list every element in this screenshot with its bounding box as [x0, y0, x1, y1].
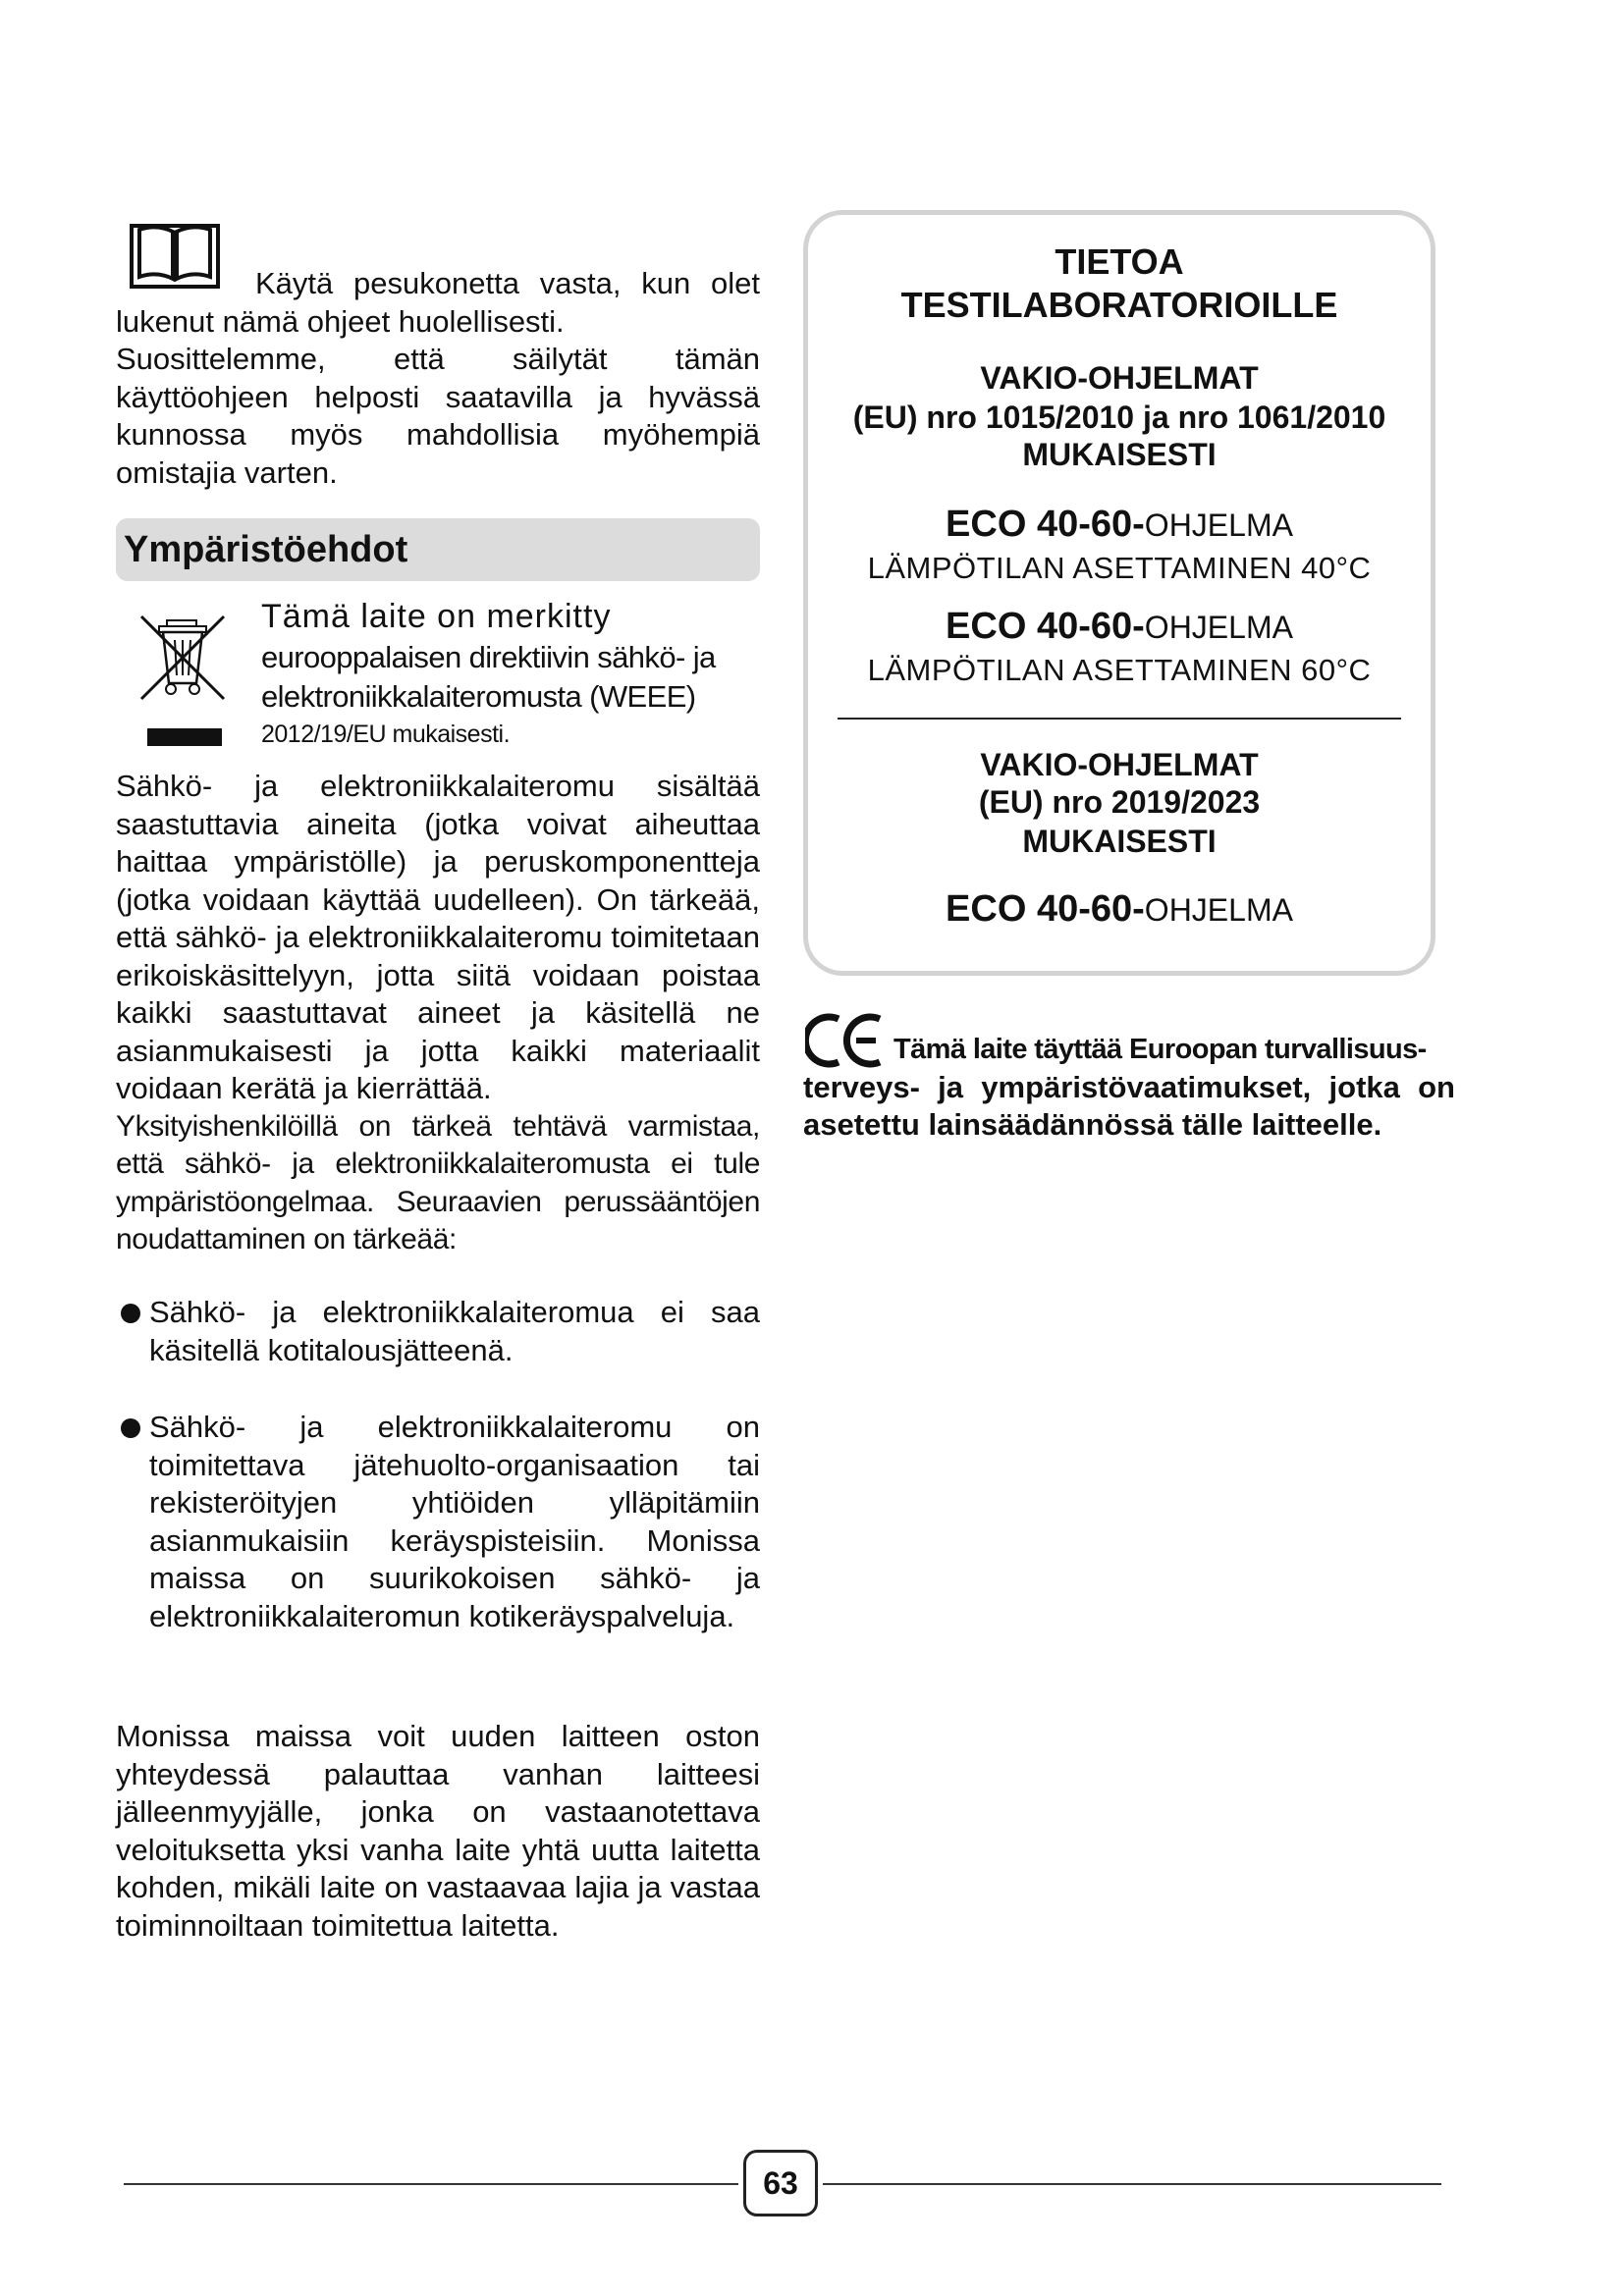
eco-program-3 [808, 886, 1431, 939]
ce-line-1: Tämä laite täyttää Euroopan turvallisuus- [893, 1034, 1427, 1065]
intro-line-2: Suosittelemme, että säilytät tämän käyttöohjeen helposti saatavilla ja hyvässä kunnossa myös mahdollisia myöhempiä omistajia varten. [116, 342, 760, 490]
box-divider [838, 718, 1401, 720]
eco-suffix: OHJELMA [1144, 610, 1293, 645]
ce-line-2: terveys- ja ympäristövaatimukset, jotka on asetettu lainsäädännössä tälle laitteelle. [803, 1069, 1455, 1142]
temp-60: LÄMPÖTILAN ASETTAMINEN 60°C [867, 653, 1372, 687]
standard-1-line-3: MUKAISESTI [1022, 437, 1217, 472]
closing-text: Monissa maissa voit uuden laitteen oston yhteydessä palauttaa vanhan laitteesi jälleenmyyjälle, jonka on vastaanotettava veloituksetta yksi vanha laite yhtä uutta laitetta kohden, mikäli laite on vastaavaa lajia ja vastaa toiminnoiltaan toimitettua laitetta. [116, 1719, 760, 1943]
footer-rule-left [124, 2183, 738, 2185]
weee-line-1: Tämä laite on merkitty [261, 598, 612, 635]
bullet-dot-icon [121, 1304, 140, 1323]
bullet-list [116, 1294, 760, 1675]
weee-notice [261, 595, 760, 752]
paragraph-1: Sähkö- ja elektroniikkalaiteromu sisältää saastuttavia aineita (jotka voivat aiheuttaa haittaa ympäristölle) ja peruskomponentteja (jotka voidaan käyttää uudelleen). On tärkeää, että sähkö- ja elektroniikkalaiteromu toimitetaan erikoiskäsittelyyn, jotta siitä voidaan poistaa kaikki saastuttavat aineet ja käsitellä ne asianmukaisesti ja jotta kaikki materiaalit voidaan kerätä ja kierrättää. [116, 769, 760, 1105]
footer-rule-right [823, 2183, 1441, 2185]
intro-line-1: Käytä pesukonetta vasta, kun olet lukenut nämä ohjeet huolellisesti. [116, 266, 760, 339]
bullet-text: Sähkö- ja elektroniikkalaiteromu on toimitettava jätehuolto-organisaation tai rekisteröityjen yhtiöiden ylläpitämiin asianmukaisiin keräyspisteisiin. Monissa maissa on suurikokoisen sähkö- ja elektroniikkalaiteromun kotikeräyspalveluja. [149, 1410, 760, 1633]
eco-label: ECO 40-60- [946, 888, 1145, 930]
box-title-2: TESTILABORATORIOILLE [900, 285, 1338, 325]
eco-program-1 [808, 502, 1431, 555]
closing-paragraph [116, 1718, 760, 1945]
standard-1-line-2: (EU) nro 1015/2010 ja nro 1061/2010 [852, 400, 1386, 435]
bullet-dot-icon [121, 1418, 140, 1438]
bullet-text: Sähkö- ja elektroniikkalaiteromua ei saa käsitellä kotitalousjätteenä. [149, 1295, 760, 1367]
intro-paragraph [116, 265, 760, 492]
ce-declaration [803, 1031, 1455, 1145]
environment-text [116, 768, 760, 1259]
standard-1-line-1: VAKIO-OHJELMAT [980, 360, 1259, 396]
box-title-1: TIETOA [1055, 241, 1184, 282]
standard-2-line-1: VAKIO-OHJELMAT [980, 747, 1259, 782]
standard-2-line-3: MUKAISESTI [1022, 824, 1217, 859]
eco-label: ECO 40-60- [946, 504, 1145, 545]
weee-line-3: 2012/19/EU mukaisesti. [261, 721, 511, 748]
eco-suffix: OHJELMA [1144, 507, 1293, 543]
paragraph-2: Yksityishenkilöillä on tärkeä tehtävä varmistaa, että sähkö- ja elektroniikkalaiteromusta ei tule ympäristöongelmaa. Seuraavien perussääntöjen noudattaminen on tärkeää: [116, 1109, 760, 1255]
list-item [116, 1294, 760, 1369]
weee-bin-icon [137, 611, 230, 748]
test-lab-info-box [803, 210, 1435, 976]
page-number: 63 [743, 2150, 818, 2216]
temp-40: LÄMPÖTILAN ASETTAMINEN 40°C [867, 551, 1372, 585]
section-title: Ympäristöehdot [116, 518, 760, 581]
standard-2-line-2: (EU) nro 2019/2023 [978, 784, 1261, 820]
list-item [116, 1409, 760, 1635]
eco-label: ECO 40-60- [946, 606, 1145, 647]
weee-line-2: eurooppalaisen direktiivin sähkö- ja elektroniikkalaiteromusta (WEEE) [261, 640, 716, 714]
eco-program-2 [808, 604, 1431, 657]
eco-suffix: OHJELMA [1144, 892, 1293, 928]
